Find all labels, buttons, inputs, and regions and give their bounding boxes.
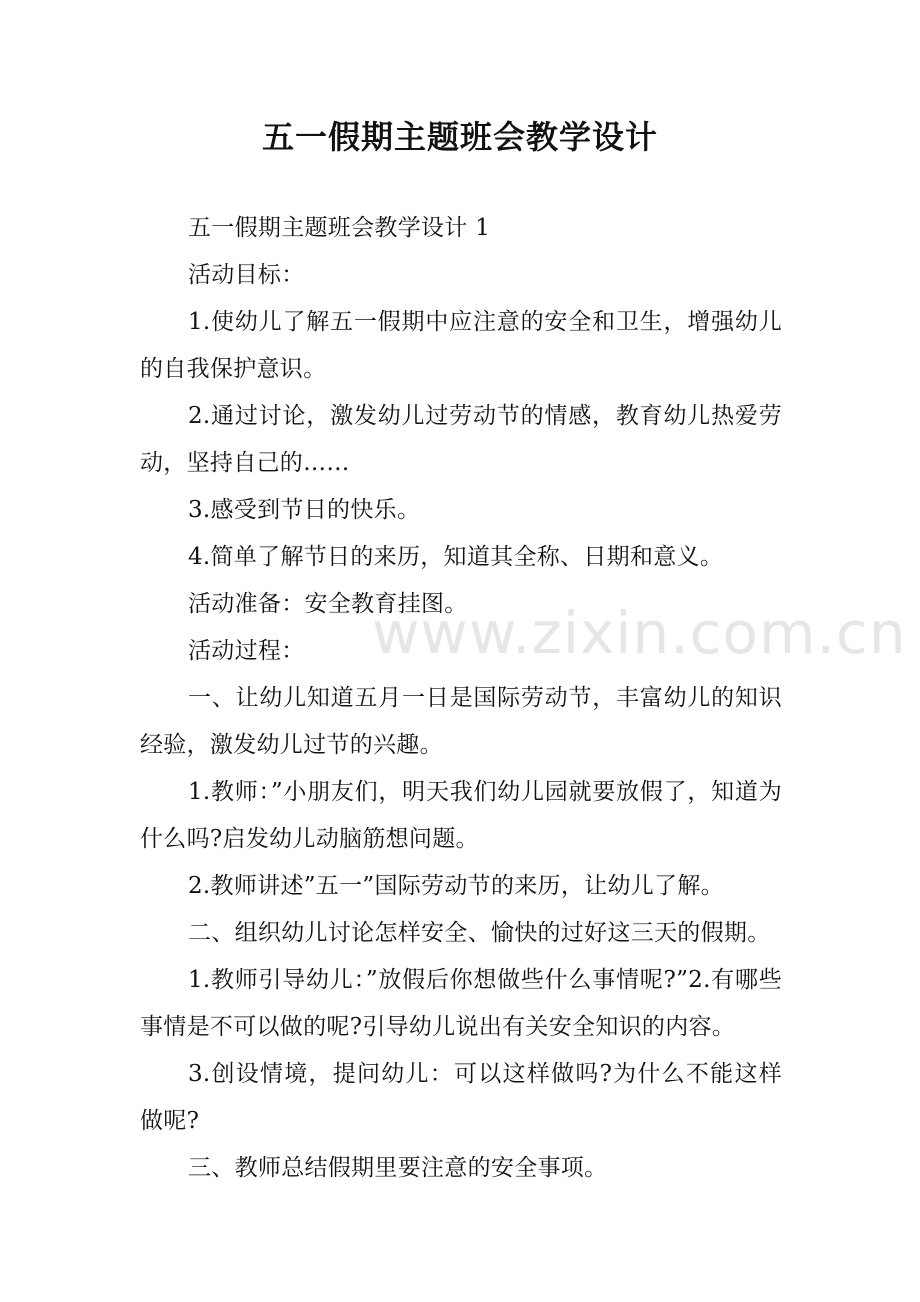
watermark: www.zixin.com.cn [372,599,907,667]
paragraph-step-1-1: 1.教师：”小朋友们，明天我们幼儿园就要放假了，知道为什么吗?启发幼儿动脑筋想问题。 [140,779,782,852]
paragraph-goals-label: 活动目标： [188,262,305,288]
paragraph-preparation: 活动准备：安全教育挂图。 [188,591,468,617]
paragraph-goal-2: 2.通过讨论，激发幼儿过劳动节的情感，教育幼儿热爱劳动，坚持自己的…… [140,403,782,476]
paragraph-step-1-2: 2.教师讲述”五一”国际劳动节的来历，让幼儿了解。 [188,873,724,899]
paragraph-step-3: 三、教师总结假期里要注意的安全事项。 [188,1155,608,1181]
document-title: 五一假期主题班会教学设计 [261,118,658,156]
paragraph-step-2-3: 3.创设情境，提问幼儿：可以这样做吗?为什么不能这样做呢? [140,1061,782,1134]
paragraph-step-2: 二、组织幼儿讨论怎样安全、愉快的过好这三天的假期。 [188,920,771,946]
paragraph-goal-3: 3.感受到节日的快乐。 [188,497,421,523]
paragraph-step-2-1: 1.教师引导幼儿：”放假后你想做些什么事情呢?”2.有哪些事情是不可以做的呢?引导幼儿说出有关安全知识的内容。 [140,967,782,1040]
section-heading: 五一假期主题班会教学设计 1 [188,215,491,241]
paragraph-process-label: 活动过程： [188,638,305,664]
document-body [140,205,782,1192]
paragraph-step-1: 一、让幼儿知道五月一日是国际劳动节，丰富幼儿的知识经验，激发幼儿过节的兴趣。 [140,685,782,758]
paragraph-goal-1: 1.使幼儿了解五一假期中应注意的安全和卫生，增强幼儿的自我保护意识。 [140,309,782,382]
paragraph-goal-4: 4.简单了解节日的来历，知道其全称、日期和意义。 [188,544,724,570]
